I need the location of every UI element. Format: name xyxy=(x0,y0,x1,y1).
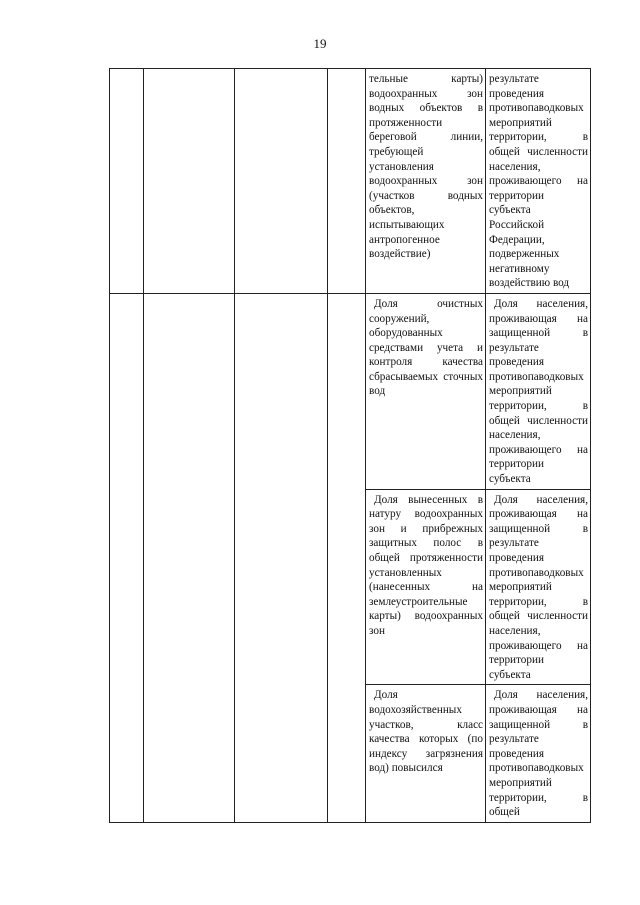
target-indicator-text: Доля населения, проживающая на защищенной в результате проведения противопаводковых мероприятий территории, в общей xyxy=(489,689,588,819)
target-indicator-cell xyxy=(486,293,591,489)
empty-cell-goal xyxy=(144,69,235,294)
indicator-cell xyxy=(366,489,486,685)
target-indicator-text: результате проведения противопаводковых мероприятий территории, в общей численности населения, проживающего на территории субъекта Российской Федерации, подверженных негативному воздействию вод xyxy=(489,73,588,290)
table-row xyxy=(110,293,591,489)
target-indicator-text: Доля населения, проживающая на защищенной в результате проведения противопаводковых мероприятий территории, в общей численности населения, проживающего на территории субъекта xyxy=(489,297,588,486)
indicator-text: тельные карты) водоохранных зон водных объектов в протяженности береговой линии, требующей установления водоохранных зон (участков водных объектов, испытывающих антропогенное воздействие) xyxy=(369,73,483,261)
indicator-text: Доля водохозяйственных участков, класс качества которых (по индексу загрязнения вод) повысился xyxy=(369,689,483,775)
indicator-text: Доля очистных сооружений, оборудованных средствами учета и контроля качества сбрасываемых сточных вод xyxy=(369,297,483,398)
empty-cell-task xyxy=(235,69,328,294)
empty-cell-goal xyxy=(144,293,235,822)
empty-cell-narrow xyxy=(328,293,366,822)
target-indicator-cell xyxy=(486,489,591,685)
target-indicator-cell xyxy=(486,69,591,294)
indicators-table xyxy=(109,68,591,823)
indicator-cell xyxy=(366,293,486,489)
table-row xyxy=(110,69,591,294)
empty-cell-narrow xyxy=(328,69,366,294)
empty-cell-number xyxy=(110,293,144,822)
empty-cell-task xyxy=(235,293,328,822)
indicator-cell xyxy=(366,69,486,294)
indicator-text: Доля вынесенных в натуру водоохранных зон и прибрежных защитных полос в общей протяженности установленных (нанесенных на землеустроительные карты) водоохранных зон xyxy=(369,493,483,637)
target-indicator-text: Доля населения, проживающая на защищенной в результате проведения противопаводковых мероприятий территории, в общей численности населения, проживающего на территории субъекта xyxy=(489,493,588,681)
page-number: 19 xyxy=(313,36,327,51)
target-indicator-cell xyxy=(486,685,591,822)
empty-cell-number xyxy=(110,69,144,294)
indicator-cell xyxy=(366,685,486,822)
